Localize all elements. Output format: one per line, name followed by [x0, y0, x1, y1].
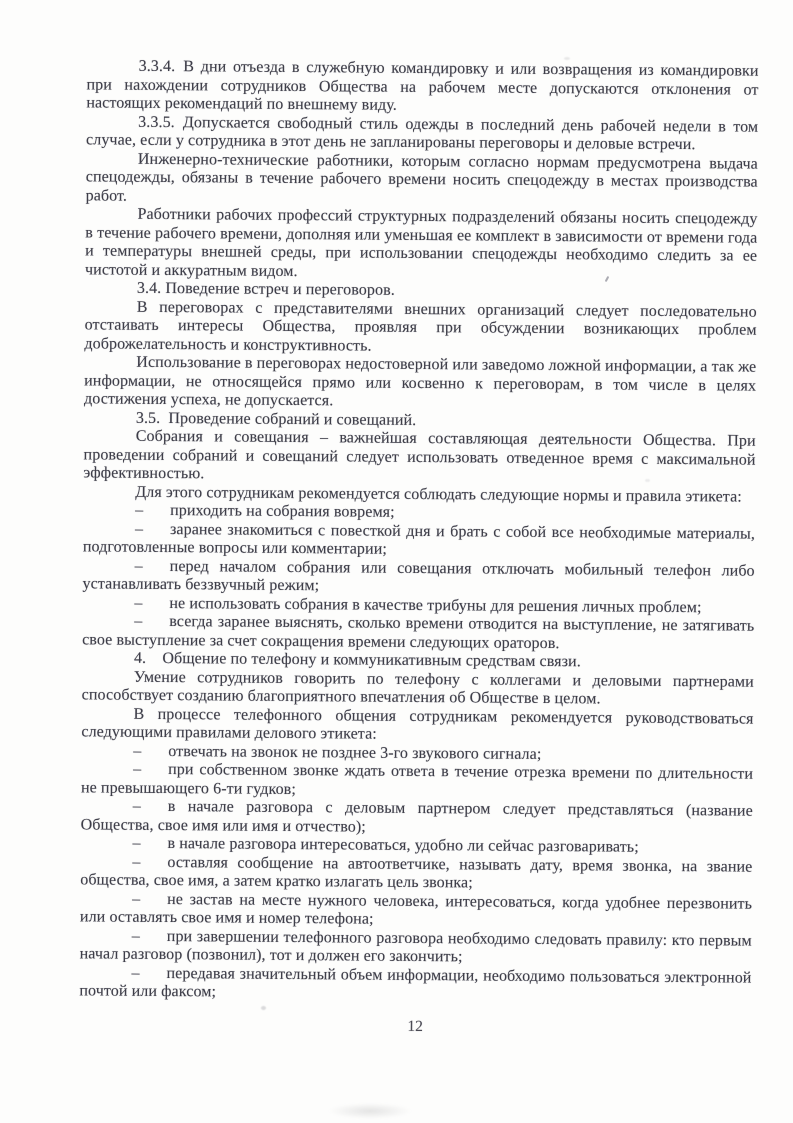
- list-item: [80, 890, 752, 932]
- paragraph: Умение сотрудников говорить по телефону с коллегами и деловыми партнерами способствует созданию благоприятного впечатления об Обществе в целом.: [81, 668, 754, 708]
- list-item: [83, 557, 755, 599]
- list-item: [79, 964, 751, 1006]
- dash-marker: –: [134, 557, 143, 575]
- paragraph: В процессе телефонного общения сотрудникам рекомендуется руководствоваться следующими правилами делового этикета:: [81, 705, 754, 743]
- dash-marker: –: [133, 760, 142, 778]
- dash-marker: –: [134, 594, 143, 612]
- paragraph: 3.4. Поведение встреч и переговоров.: [136, 279, 395, 299]
- paragraph: 3.3.4. В дни отъезда в служебную командировку и или возвращения из командировки при нахождении сотрудников Общества на рабочем месте допускаются отклонения от настоящих рекомендаций по внешнему виду.: [86, 57, 759, 114]
- scan-smudge: [328, 1103, 412, 1119]
- paragraph: В переговорах с представителями внешних организаций следует последовательно отстаивать интересы Общества, проявляя при обсуждении возникающих проблем доброжелательность и конструктивность.: [84, 298, 757, 355]
- list-item-text: при завершении телефонного разговора необходимо следовать правилу: кто первым начал разговор (позвонил), тот и должен его закончить;: [79, 927, 752, 966]
- paragraph: Использование в переговорах недостоверной или заведомо ложной информации, а так же информации, не относящейся прямо или косвенно к переговорам, в том числе в целях достижения успеха, не допускается.: [83, 353, 757, 410]
- list-item-text: не использовать собрания в качестве трибуны для решения личных проблем;: [169, 594, 702, 616]
- scan-speck: [261, 1006, 266, 1010]
- dash-marker: –: [132, 853, 141, 871]
- dash-marker: –: [133, 742, 142, 760]
- list-item-text: передавая значительный объем информации, необходимо пользоваться электронной почтой или факсом;: [79, 964, 752, 1001]
- paragraph: 3.3.5. Допускается свободный стиль одежды в последний день рабочей недели в том случае, если у сотрудника в этот день не запланированы переговоры и деловые встречи.: [86, 113, 759, 154]
- list-item: [82, 612, 754, 654]
- paragraph: Для этого сотрудникам рекомендуется соблюдать следующие нормы и правила этикета:: [135, 483, 742, 506]
- list-item-text: перед началом собрания или совещания отключать мобильный телефон либо устанавливать беззвучный режим;: [82, 557, 755, 595]
- list-item-text: всегда заранее выяснять, сколько времени отводится на выступление, не затягивать свое выступление за счет сокращения времени следующих ораторов.: [82, 613, 755, 652]
- dash-marker: –: [132, 834, 141, 852]
- paragraph: Работники рабочих профессий структурных подразделений обязаны носить спецодежду в течение рабочего времени, дополняя или уменьшая ее комплект в зависимости от времени года и температуры внешней среды, при использовании спецодежды необходимо следить за ее чистотой и аккуратным видом.: [84, 205, 758, 280]
- dash-marker: –: [135, 501, 144, 519]
- list-item: [81, 760, 753, 802]
- list-item-text: в начале разговора интересоваться, удобно ли сейчас разговаривать;: [167, 835, 639, 856]
- list-item-text: не застав на месте нужного человека, интересоваться, когда удобнее перезвонить или оставлять свое имя и номер телефона;: [79, 890, 753, 928]
- list-item-text: заранее знакомиться с повесткой дня и брать с собой все необходимые материалы, подготовленные вопросы или комментарии;: [82, 520, 756, 558]
- list-item-text: отвечать на звонок не позднее 3-го звукового сигнала;: [168, 742, 542, 763]
- list-item-text: при собственном звонке ждать ответа в течение отрезка времени по длительности не превышающего 6-ти гудков;: [80, 761, 754, 798]
- list-item: [80, 853, 752, 895]
- dash-marker: –: [131, 964, 140, 982]
- list-item-text: в начале разговора с деловым партнером следует представляться (название Общества, свое имя или имя и отчество);: [80, 798, 753, 836]
- paragraph: 4. Общение по телефону и коммуникативным средствам связи.: [133, 649, 581, 671]
- dash-marker: –: [132, 797, 142, 815]
- paragraph: 3.5. Проведение собраний и совещаний.: [135, 409, 417, 429]
- list-item: [80, 927, 752, 969]
- dash-marker: –: [132, 890, 141, 908]
- page-number: 12: [407, 1017, 423, 1036]
- dash-marker: –: [131, 927, 140, 945]
- scan-speck: [564, 57, 570, 60]
- paragraph: Собрания и совещания – важнейшая составляющая деятельности Общества. При проведении собраний и совещаний следует использовать отведенное время с максимальной эффективностью.: [83, 427, 756, 483]
- dash-marker: –: [134, 520, 144, 538]
- list-item: [83, 520, 755, 562]
- list-item: [81, 797, 753, 839]
- dash-marker: –: [134, 612, 143, 630]
- paragraph: Инженерно-технические работники, которым согласно нормам предусмотрена выдача спецодежды, обязаны в течение рабочего времени носить спецодежду в местах производства работ.: [85, 150, 758, 205]
- document-body: [79, 57, 759, 1036]
- list-item-text: приходить на собрания вовремя;: [170, 502, 395, 521]
- list-item-text: оставляя сообщение на автоответчике, называть дату, время звонка, на звание общества, свое имя, а затем кратко излагать цель звонка;: [80, 853, 753, 892]
